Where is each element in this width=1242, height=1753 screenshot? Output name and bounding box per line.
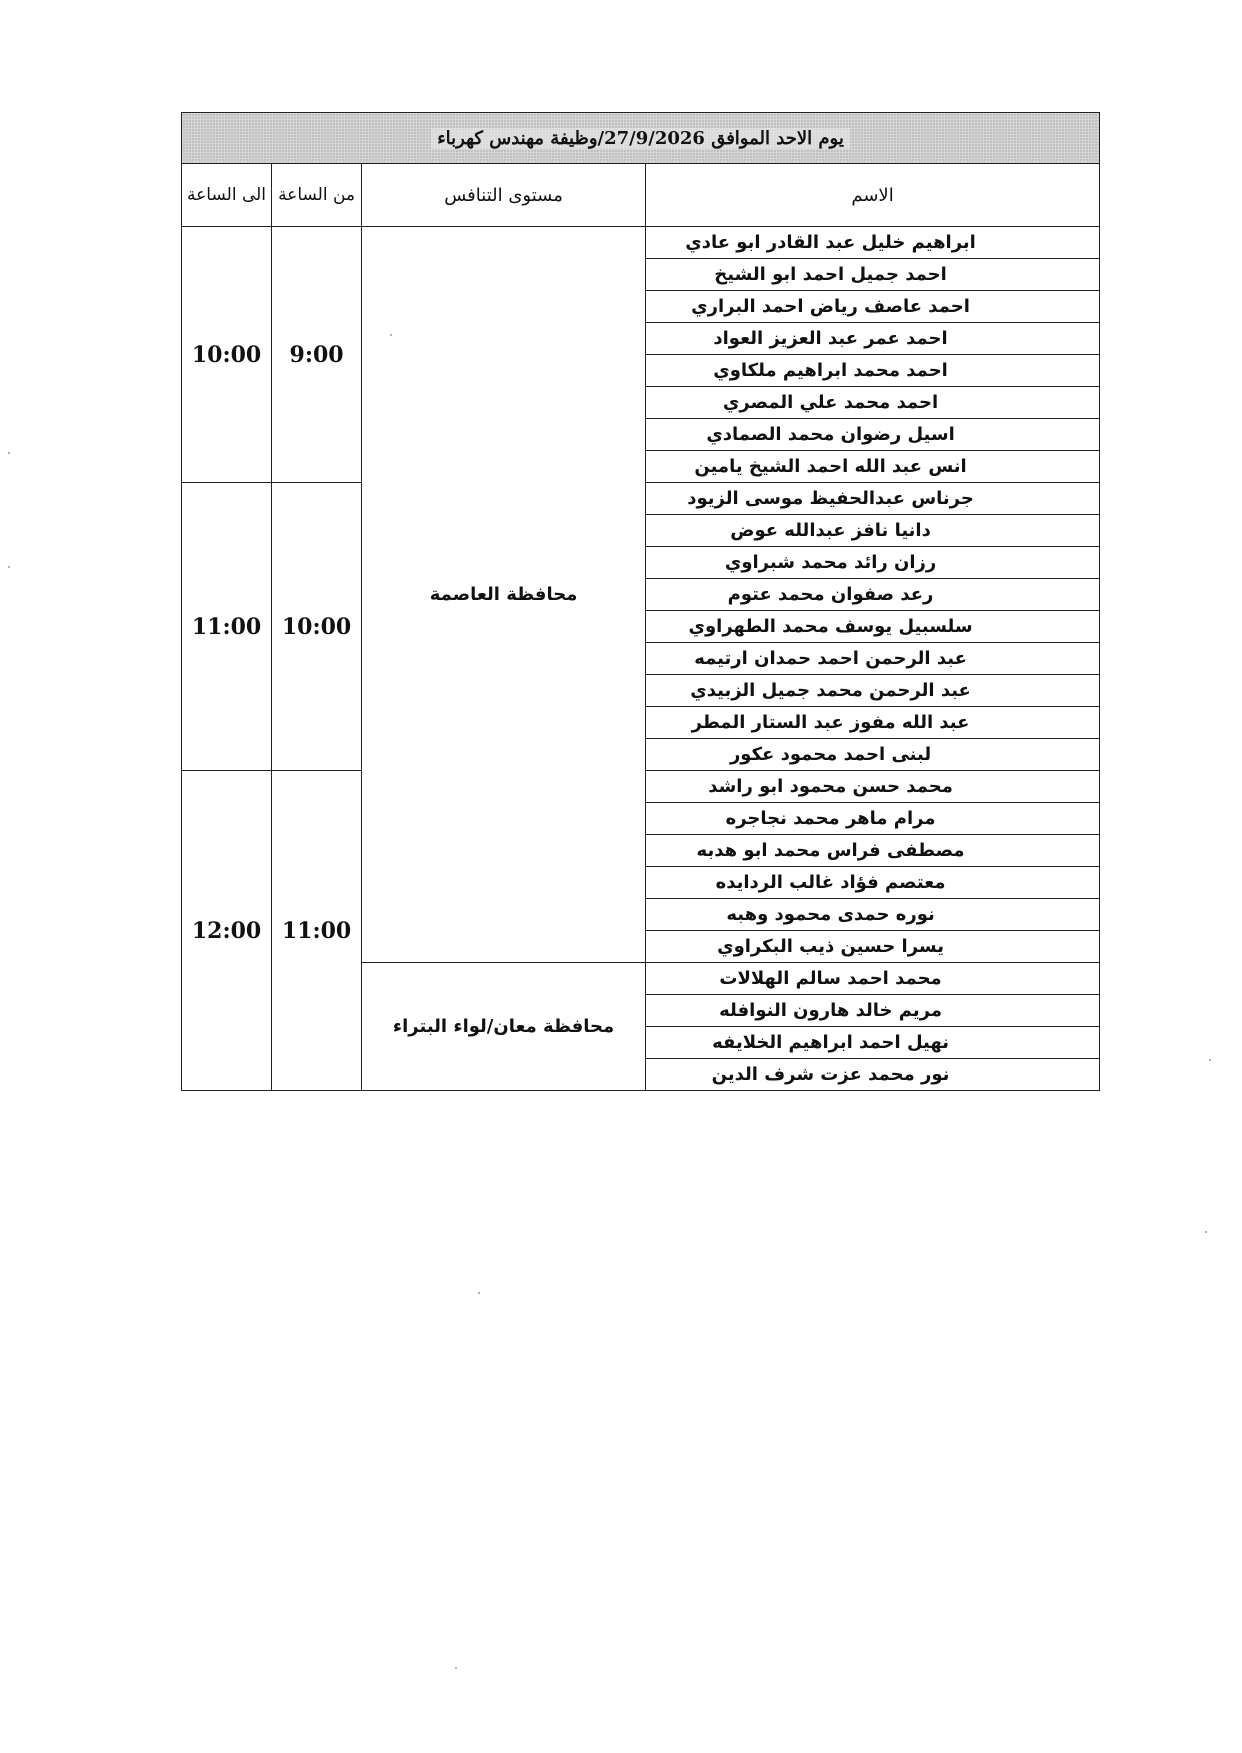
candidate-name: محمد احمد سالم الهلالات xyxy=(646,963,1100,995)
candidate-name: رعد صفوان محمد عتوم xyxy=(646,579,1100,611)
header-row xyxy=(182,164,1100,227)
header-from-time: من الساعة xyxy=(272,164,362,227)
scan-speck xyxy=(390,334,392,336)
candidate-name: احمد عمر عبد العزيز العواد xyxy=(646,323,1100,355)
candidate-name: نور محمد عزت شرف الدين xyxy=(646,1059,1100,1091)
candidate-name: عبد الرحمن محمد جميل الزبيدي xyxy=(646,675,1100,707)
scan-speck xyxy=(8,452,10,454)
candidate-name: اسيل رضوان محمد الصمادي xyxy=(646,419,1100,451)
schedule-body xyxy=(182,227,1100,1091)
candidate-name: احمد عاصف رياض احمد البراري xyxy=(646,291,1100,323)
to-time: 12:00 xyxy=(182,771,272,1091)
competition-level: محافظة العاصمة xyxy=(362,227,646,963)
candidate-name: سلسبيل يوسف محمد الطهراوي xyxy=(646,611,1100,643)
candidate-name: محمد حسن محمود ابو راشد xyxy=(646,771,1100,803)
candidate-name: احمد محمد علي المصري xyxy=(646,387,1100,419)
candidate-name: مريم خالد هارون النوافله xyxy=(646,995,1100,1027)
scan-speck xyxy=(478,1292,480,1294)
schedule-title-bar xyxy=(182,113,1100,164)
candidate-name: عبد الرحمن احمد حمدان ارتيمه xyxy=(646,643,1100,675)
scan-speck xyxy=(455,1667,457,1669)
candidate-name: انس عبد الله احمد الشيخ يامين xyxy=(646,451,1100,483)
from-time: 9:00 xyxy=(272,227,362,483)
table-row xyxy=(182,227,1100,259)
candidate-name: جرناس عبدالحفيظ موسى الزيود xyxy=(646,483,1100,515)
header-to-time: الى الساعة xyxy=(182,164,272,227)
scan-speck xyxy=(1205,1231,1207,1233)
candidate-name: احمد محمد ابراهيم ملكاوي xyxy=(646,355,1100,387)
candidate-name: لبنى احمد محمود عكور xyxy=(646,739,1100,771)
to-time: 11:00 xyxy=(182,483,272,771)
schedule-table xyxy=(181,112,1100,1091)
competition-level: محافظة معان/لواء البتراء xyxy=(362,963,646,1091)
candidate-name: مرام ماهر محمد نجاجره xyxy=(646,803,1100,835)
from-time: 10:00 xyxy=(272,483,362,771)
to-time: 10:00 xyxy=(182,227,272,483)
scan-speck xyxy=(1209,1059,1211,1061)
candidate-name: ابراهيم خليل عبد القادر ابو عادي xyxy=(646,227,1100,259)
candidate-name: معتصم فؤاد غالب الردايده xyxy=(646,867,1100,899)
header-name: الاسم xyxy=(646,164,1100,227)
candidate-name: رزان رائد محمد شبراوي xyxy=(646,547,1100,579)
candidate-name: احمد جميل احمد ابو الشيخ xyxy=(646,259,1100,291)
candidate-name: عبد الله مفوز عبد الستار المطر xyxy=(646,707,1100,739)
header-level: مستوى التنافس xyxy=(362,164,646,227)
candidate-name: نوره حمدى محمود وهبه xyxy=(646,899,1100,931)
candidate-name: مصطفى فراس محمد ابو هدبه xyxy=(646,835,1100,867)
candidate-name: دانيا نافز عبدالله عوض xyxy=(646,515,1100,547)
scan-speck xyxy=(8,566,10,568)
from-time: 11:00 xyxy=(272,771,362,1091)
candidate-name: يسرا حسين ذيب البكراوي xyxy=(646,931,1100,963)
candidate-name: نهيل احمد ابراهيم الخلايفه xyxy=(646,1027,1100,1059)
schedule-title: يوم الاحد الموافق 27/9/2026/وظيفة مهندس كهرباء xyxy=(431,128,850,149)
